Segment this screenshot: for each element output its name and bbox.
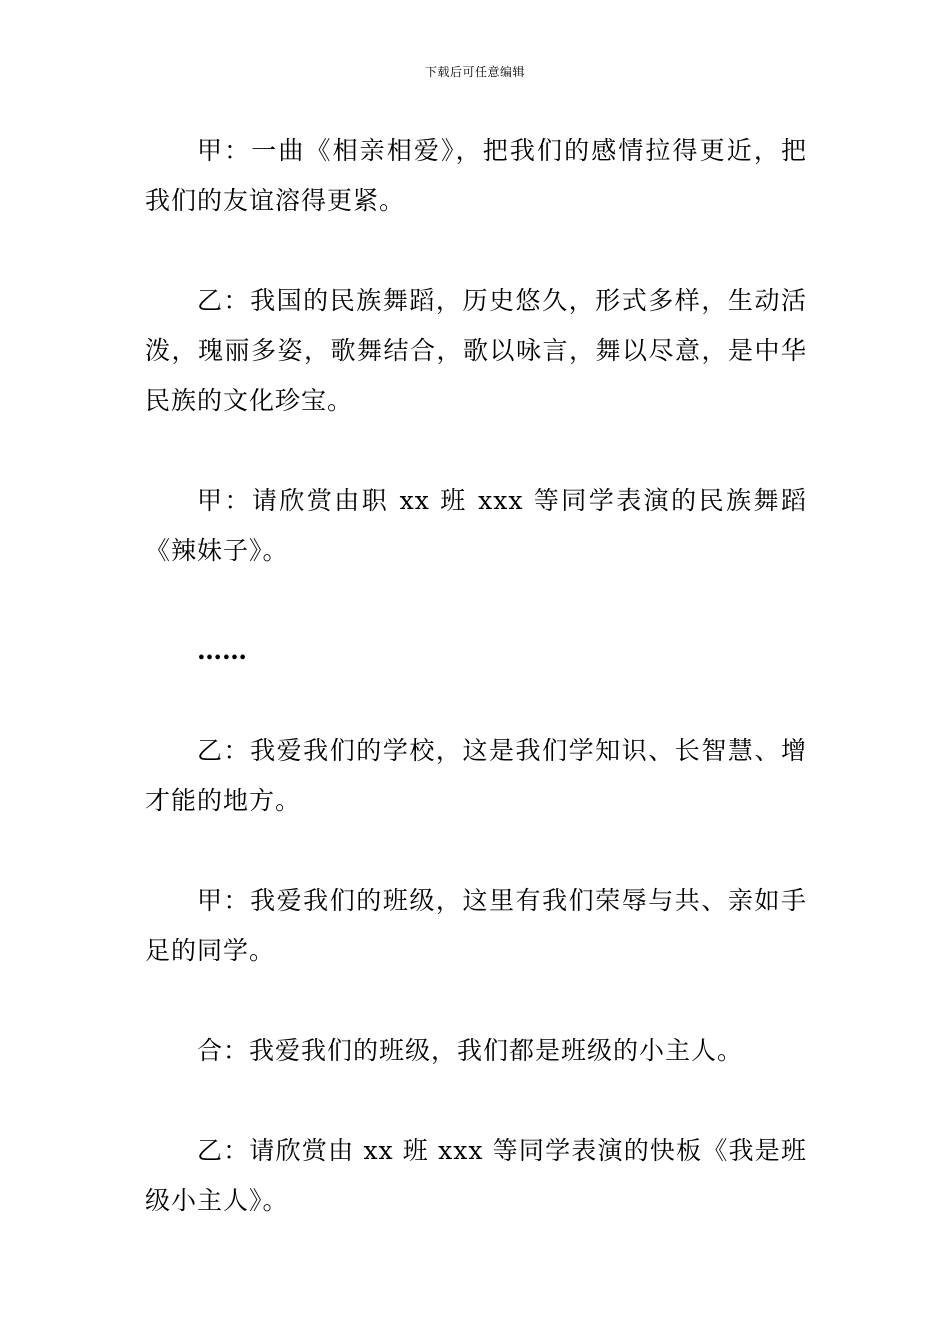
paragraph-8: 乙：请欣赏由 xx 班 xxx 等同学表演的快板《我是班级小主人》。 bbox=[145, 1136, 807, 1215]
page-header: 下载后可任意编辑 bbox=[424, 65, 525, 79]
paragraph-5: 乙：我爱我们的学校，这是我们学知识、长智慧、增才能的地方。 bbox=[145, 736, 807, 815]
paragraph-7: 合：我爱我们的班级，我们都是班级的小主人。 bbox=[197, 1036, 744, 1065]
paragraph-3: 甲：请欣赏由职 xx 班 xxx 等同学表演的民族舞蹈《辣妹子》。 bbox=[145, 486, 807, 565]
paragraph-6: 甲：我爱我们的班级，这里有我们荣辱与共、亲如手足的同学。 bbox=[145, 886, 807, 965]
document-body bbox=[145, 126, 807, 1276]
paragraph-2: 乙：我国的民族舞蹈，历史悠久，形式多样，生动活泼，瑰丽多姿，歌舞结合，歌以咏言，舞以尽意，是中华民族的文化珍宝。 bbox=[145, 286, 807, 415]
paragraph-ellipsis: …… bbox=[197, 636, 247, 665]
paragraph-1: 甲：一曲《相亲相爱》，把我们的感情拉得更近，把我们的友谊溶得更紧。 bbox=[145, 136, 807, 215]
